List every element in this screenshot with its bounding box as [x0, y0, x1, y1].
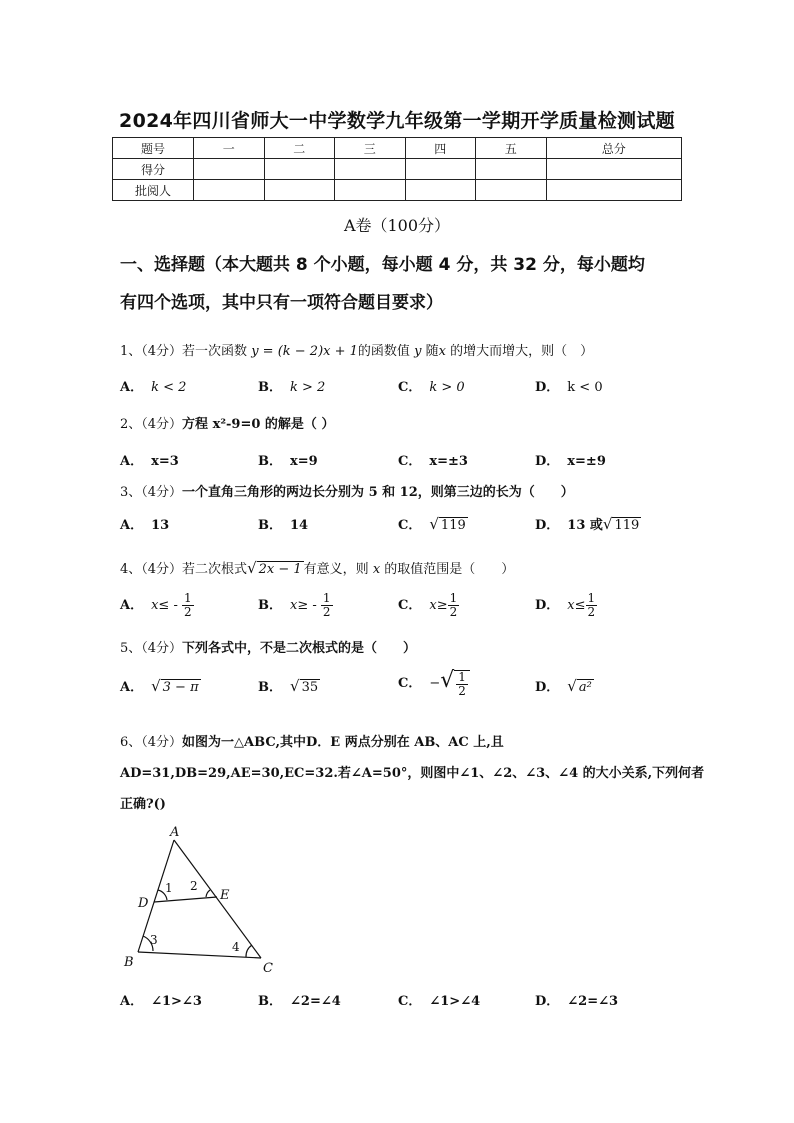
option-label: B． [258, 680, 282, 695]
radical-sign: √ [247, 559, 257, 577]
denominator: 2 [458, 683, 466, 698]
options-q6 [120, 990, 680, 1016]
option-label: B． [258, 454, 282, 469]
question-text: 正确?() [120, 797, 166, 812]
radical-sign: √ [290, 677, 300, 695]
row-label: 得分 [113, 159, 194, 180]
option-a[interactable] [120, 990, 202, 1009]
question-number: 2、（4分） [120, 417, 183, 432]
angle-label-4: 4 [232, 940, 240, 954]
point-label-d: D [138, 896, 149, 911]
option-text: x≥ - [290, 598, 317, 613]
question-1 [120, 340, 593, 359]
score-cell [194, 180, 265, 201]
row-label: 批阅人 [113, 180, 194, 201]
radical-sign: √ [151, 677, 161, 695]
question-text: 下列各式中，不是二次根式的是（ ） [182, 641, 417, 656]
radical-sign: √ [440, 668, 455, 693]
option-text: x≤ - [151, 598, 178, 613]
header-cell: 一 [194, 138, 265, 159]
score-cell [264, 180, 335, 201]
part-heading-line1: 一、选择题（本大题共 8 个小题，每小题 4 分，共 32 分，每小题均 [120, 255, 645, 275]
header-cell: 总分 [546, 138, 682, 159]
part-heading-line2: 有四个选项，其中只有一项符合题目要求） [120, 293, 443, 313]
question-3 [120, 481, 574, 500]
denominator: 2 [587, 605, 596, 619]
option-text: k < 2 [151, 380, 187, 395]
option-label: D． [535, 454, 560, 469]
option-text: ∠2=∠4 [290, 994, 341, 1009]
triangle-figure [118, 820, 288, 980]
option-text: ∠1>∠4 [429, 994, 481, 1009]
question-number: 5、（4分） [120, 641, 183, 656]
option-radicand: 119 [614, 518, 640, 533]
numerator: 1 [449, 591, 458, 605]
option-label: D． [535, 598, 560, 613]
radical-sign: √ [567, 677, 577, 695]
option-label: B． [258, 518, 282, 533]
option-b[interactable] [258, 676, 320, 695]
option-c[interactable] [398, 668, 470, 698]
option-radicand: 35 [301, 680, 319, 695]
segment-de [154, 897, 217, 902]
score-cell [335, 159, 406, 180]
question-text: 随 [425, 344, 439, 359]
option-text: k < 0 [567, 380, 603, 395]
options-q5 [120, 668, 680, 716]
question-number: 3、（4分） [120, 485, 183, 500]
header-cell: 题号 [113, 138, 194, 159]
option-d[interactable] [535, 376, 603, 395]
score-cell [194, 159, 265, 180]
option-radicand: 119 [440, 518, 466, 533]
option-label: A． [120, 598, 144, 613]
question-4 [120, 558, 514, 577]
option-d[interactable] [535, 514, 641, 533]
option-label: C． [398, 380, 422, 395]
score-cell [476, 180, 547, 201]
option-radicand: 3 − π [162, 680, 199, 695]
option-d[interactable] [535, 676, 594, 695]
score-cell [335, 180, 406, 201]
header-cell: 三 [335, 138, 406, 159]
score-table [112, 137, 682, 201]
function-expression: y = (k − 2)x + 1 [251, 344, 358, 359]
vertex-label-a: A [170, 825, 180, 840]
option-radicand: a² [578, 680, 592, 695]
header-cell: 二 [264, 138, 335, 159]
numerator: 1 [458, 669, 466, 684]
options-q2 [120, 450, 680, 476]
reviewer-row [113, 180, 682, 201]
option-label: B． [258, 380, 282, 395]
option-label: B． [258, 994, 282, 1009]
variable: y [414, 344, 422, 359]
score-cell [476, 159, 547, 180]
question-number: 1、（4分） [120, 344, 183, 359]
option-d[interactable] [535, 450, 606, 469]
question-text: 一个直角三角形的两边长分别为 5 和 12，则第三边的长为（ ） [182, 485, 574, 500]
option-text: x≤ [567, 598, 586, 613]
question-text: 如图为一△ABC,其中D．E 两点分别在 AB、AC 上,且 [182, 735, 504, 750]
fraction [321, 592, 333, 619]
question-text: 方程 x²-9=0 的解是（ ） [182, 417, 335, 432]
point-label-e: E [220, 888, 230, 903]
question-text: 的函数值 [357, 344, 410, 359]
question-text: AD=31,DB=29,AE=30,EC=32.若∠A=50°，则图中∠1、∠2、∠3、∠4 的大小关系,下列何者 [120, 766, 705, 781]
option-text: 14 [290, 518, 309, 533]
options-q1 [120, 376, 680, 402]
angle-label-1: 1 [165, 881, 173, 895]
option-b[interactable] [258, 450, 318, 469]
angle-label-3: 3 [150, 933, 158, 947]
denominator: 2 [322, 605, 331, 619]
fraction [454, 670, 470, 698]
header-cell: 四 [405, 138, 476, 159]
fraction [448, 592, 460, 619]
option-label: C． [398, 518, 422, 533]
option-text: ∠2=∠3 [567, 994, 619, 1009]
option-label: D． [535, 380, 560, 395]
option-label: C． [398, 454, 422, 469]
fraction [586, 592, 598, 619]
option-a[interactable] [120, 592, 194, 619]
arc-4 [246, 945, 252, 957]
side-bc [138, 952, 261, 958]
option-c[interactable] [398, 376, 465, 395]
option-label: C． [398, 676, 422, 691]
option-label: B． [258, 598, 282, 613]
option-label: D． [535, 994, 560, 1009]
score-table-header-row [113, 138, 682, 159]
options-q4 [120, 592, 680, 628]
question-5 [120, 637, 416, 656]
option-label: D． [535, 680, 560, 695]
question-text: 的取值范围是（ ） [384, 562, 515, 577]
arc-2 [206, 890, 210, 897]
score-cell [405, 180, 476, 201]
score-cell [405, 159, 476, 180]
option-a[interactable] [120, 450, 179, 469]
angle-label-2: 2 [190, 879, 198, 893]
option-text: 13 [151, 518, 170, 533]
numerator: 1 [587, 591, 596, 605]
question-text: 若一次函数 [182, 344, 248, 359]
option-label: C． [398, 994, 422, 1009]
option-text: x=3 [151, 454, 179, 469]
exam-title: 2024年四川省师大一中学数学九年级第一学期开学质量检测试题 [119, 110, 675, 132]
question-6-line3 [120, 793, 166, 812]
option-c[interactable] [398, 514, 468, 533]
denominator: 2 [449, 605, 458, 619]
option-c[interactable] [398, 990, 480, 1009]
option-d[interactable] [535, 990, 618, 1009]
option-text: k > 0 [429, 380, 465, 395]
numerator: 1 [322, 591, 331, 605]
option-b[interactable] [258, 990, 341, 1009]
option-label: A． [120, 680, 144, 695]
option-label: A． [120, 380, 144, 395]
score-cell [264, 159, 335, 180]
option-label: C． [398, 598, 422, 613]
radical-sign: √ [429, 515, 439, 533]
question-2 [120, 413, 334, 432]
option-label: D． [535, 518, 560, 533]
option-text: 13 或 [567, 518, 603, 533]
denominator: 2 [183, 605, 192, 619]
option-a[interactable] [120, 376, 186, 395]
score-cell [546, 180, 682, 201]
option-text: ∠1>∠3 [151, 994, 202, 1009]
option-b[interactable] [258, 376, 325, 395]
score-row [113, 159, 682, 180]
section-title: A卷（100分） [343, 216, 451, 235]
option-text: x≥ [429, 598, 448, 613]
question-number: 6、（4分） [120, 735, 183, 750]
header-cell: 五 [476, 138, 547, 159]
options-q3 [120, 514, 680, 540]
radical-sign: √ [602, 515, 613, 533]
numerator: 1 [183, 591, 192, 605]
question-6-line2 [120, 762, 704, 781]
fraction [182, 592, 194, 619]
option-b[interactable] [258, 592, 333, 619]
option-a[interactable] [120, 514, 169, 533]
option-label: A． [120, 518, 144, 533]
radicand: 2x − 1 [258, 562, 302, 577]
triangle-diagram [118, 820, 288, 980]
question-6 [120, 731, 504, 750]
option-text: x=±9 [567, 454, 606, 469]
option-c[interactable] [398, 592, 459, 619]
option-c[interactable] [398, 450, 468, 469]
question-text: 有意义，则 [303, 562, 369, 577]
option-text: x=9 [290, 454, 318, 469]
vertex-label-b: B [124, 955, 134, 970]
score-cell [546, 159, 682, 180]
question-number: 4、（4分） [120, 562, 183, 577]
variable: x [438, 344, 446, 359]
option-text: k > 2 [290, 380, 326, 395]
vertex-label-c: C [263, 961, 273, 976]
question-text: 的增大而增大，则（ ） [450, 344, 594, 359]
option-text: x=±3 [429, 454, 468, 469]
variable: x [372, 562, 381, 577]
option-label: A． [120, 994, 144, 1009]
option-label: A． [120, 454, 144, 469]
option-a[interactable] [120, 676, 201, 695]
question-text: 若二次根式 [182, 562, 248, 577]
minus-sign: − [429, 676, 441, 691]
option-b[interactable] [258, 514, 308, 533]
option-d[interactable] [535, 592, 597, 619]
